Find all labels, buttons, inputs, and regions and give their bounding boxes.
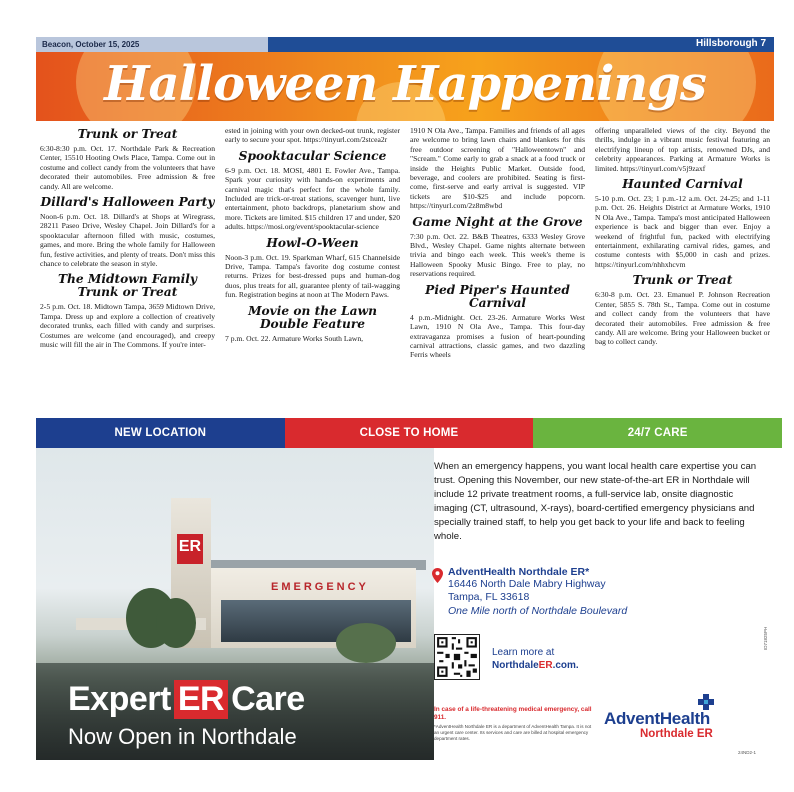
section-banner bbox=[36, 52, 774, 121]
logo-sub: Northdale ER bbox=[640, 728, 713, 740]
event-item bbox=[40, 128, 215, 191]
building-emergency-sign: EMERGENCY bbox=[271, 581, 369, 593]
column-4 bbox=[595, 126, 770, 402]
location-note: One Mile north of Northdale Boulevard bbox=[448, 605, 628, 617]
learn-more-link[interactable]: NorthdaleER.com. bbox=[492, 660, 579, 671]
event-item bbox=[40, 196, 215, 268]
advertisement bbox=[36, 418, 782, 760]
folio-bar bbox=[36, 37, 774, 52]
section-title: Halloween Happenings bbox=[104, 56, 706, 112]
event-item bbox=[225, 126, 400, 145]
event-body: 4 p.m.-Midnight. Oct. 23-26. Armature Works West Lawn, 1910 N Ola Ave., Tampa. This four-day extravaganza promises a fusion of heart-pounding carnival attractions, classic games, and two dazzling Ferris wheels bbox=[410, 312, 585, 360]
adventhealth-cross-icon bbox=[698, 694, 714, 710]
event-body: 6:30-8:30 p.m. Oct. 17. Northdale Park & Recreation Center, 15510 Hooting Owls Place, Tampa. Come out in costume and collect candy from the volunteers that have decorated their automobiles. Free admission & free candy. All are welcome. bbox=[40, 144, 215, 191]
column-2 bbox=[225, 126, 400, 402]
location-city: Tampa, FL 33618 bbox=[448, 591, 530, 603]
location-name: AdventHealth Northdale ER* bbox=[448, 566, 590, 578]
event-item bbox=[225, 237, 400, 300]
event-body: 7 p.m. Oct. 22. Armature Works South Lawn, bbox=[225, 333, 364, 343]
er-building-image bbox=[36, 448, 434, 760]
event-item bbox=[595, 178, 770, 269]
event-item bbox=[410, 284, 585, 360]
event-item bbox=[410, 126, 585, 211]
event-body: Noon-6 p.m. Oct. 18. Dillard's at Shops at Wiregrass, 28211 Paseo Drive, Wesley Chapel. Join Dillard's for a spooktacular afternoon filled with music, costumes, games, and more. Bring the whole family for Halloween fun, festive activities, and plenty of treats. Don't miss this chance to celebrate the season in style. bbox=[40, 212, 215, 269]
event-title: Spooktacular Science bbox=[238, 148, 387, 163]
folio-date: Beacon, October 15, 2025 bbox=[36, 37, 268, 52]
event-body: 2-5 p.m. Oct. 18. Midtown Tampa, 3659 Midtown Drive, Tampa. Dress up and explore a collection of creatively decorated trunks, each filled with candy and surprises. Costumes are welcome (and encouraged), and creepy music will fill the air in The Commons. If you're inter- bbox=[40, 302, 215, 350]
event-body: Noon-3 p.m. Oct. 19. Sparkman Wharf, 615 Channelside Drive, Tampa. Tampa's favorite dog costume contest returns. Prizes for best-dressed pups and human-dog duos, plus treats for all, guarantee plenty of tail-wagging fun. Registration begins at noon at The Modern Paws. bbox=[225, 252, 400, 300]
location-street: 16446 North Dale Mabry Highway bbox=[448, 578, 606, 590]
emergency-note: In case of a life-threatening medical emergency, call 911. bbox=[434, 706, 592, 721]
event-body: 6:30-8 p.m. Oct. 23. Emanuel P. Johnson Recreation Center, 5855 S. 78th St., Tampa. Come out in costume and collect candy from the volunteers that have decorated their automobiles. Free admission & free candy. All are welcome. Bring your Halloween bucket or bag to collect candy. bbox=[595, 290, 770, 347]
event-title: Pied Piper's Haunted Carnival bbox=[425, 282, 570, 310]
event-body: offering unparalleled views of the city. Beyond the thrills, indulge in a vibrant music festival featuring an electrifying lineup of top artists, renowned DJs, and celebrity appearances. Parking at Armature Works is limited. https://tinyurl.com/v5j9zaxf bbox=[595, 126, 770, 173]
event-body: ested in joining with your own decked-out trunk, register early to secure your spot. https://tinyurl.com/2stcea2r bbox=[225, 126, 400, 145]
ad-side-code: ID71825PH bbox=[763, 626, 768, 650]
ad-location bbox=[434, 566, 768, 618]
building-er-sign: ER bbox=[177, 534, 203, 564]
folio-section: Hillsborough 7 bbox=[268, 37, 774, 52]
event-columns bbox=[40, 126, 770, 402]
ad-bar-new-location: NEW LOCATION bbox=[36, 418, 285, 448]
learn-more: Learn more at NorthdaleER.com. bbox=[492, 647, 579, 671]
event-body: 1910 N Ola Ave., Tampa. Families and friends of all ages are welcome to bring lawn chairs and blankets for this free outdoor screening of "Halloweentown" and "Scream." Come early to grab a snack at a food truck or inside the Heights Public Market. Outside food, beverage, and coolers are prohibited. Seating is first-come, first-serve and early arrival is suggested. VIP tickets are $10-$25 and include popcorn. https://tinyurl.com/2z8m8wbd bbox=[410, 126, 585, 211]
qr-code-icon[interactable] bbox=[434, 634, 480, 680]
event-title: Trunk or Treat bbox=[632, 273, 733, 288]
location-pin-icon bbox=[432, 568, 443, 583]
ad-headline: Expert ER Care bbox=[68, 680, 305, 718]
event-body: 6-9 p.m. Oct. 18. MOSI, 4801 E. Fowler Ave., Tampa. Spark your curiosity with hands-on experiments and carnival magic that's perfect for the whole family. Included are trick-or-treat stations, scavenger hunt, live entertainment, photo backdrops, planetarium show and more. Tickets are limited. $15 children 17 and under, $20 adults. https://mosi.org/event/spooktacular-science bbox=[225, 165, 400, 232]
event-item bbox=[410, 216, 585, 279]
event-item bbox=[225, 305, 400, 343]
adventhealth-logo bbox=[604, 694, 744, 740]
column-3 bbox=[410, 126, 585, 402]
event-title: Haunted Carnival bbox=[622, 177, 743, 192]
event-title: Movie on the Lawn Double Feature bbox=[248, 303, 377, 331]
column-1 bbox=[40, 126, 215, 402]
event-body: 5-10 p.m. Oct. 23; 1 p.m.-12 a.m. Oct. 24-25; and 1-11 p.m. Oct. 26. Heights District at Armature Works, 1910 N Ola Ave., Tampa. Tampa's most anticipated Halloween experience is back and bigger than ever. Enjoy a weekend of frightful fun, packed with electrifying entertainment, exhilarating carnival rides, games, and costume contests with $5,000 in cash and prizes. https://tinyurl.com/nhhxhcvm bbox=[595, 194, 770, 269]
ad-subheadline: Now Open in Northdale bbox=[68, 724, 297, 749]
event-title: Howl-O-Ween bbox=[266, 235, 359, 250]
headline-er-badge: ER bbox=[174, 680, 228, 719]
ad-number: 24ND2-1 bbox=[738, 750, 757, 755]
event-title: Dillard's Halloween Party bbox=[40, 195, 215, 210]
event-title: Trunk or Treat bbox=[77, 127, 178, 141]
ad-body-copy: When an emergency happens, you want local health care expertise you can trust. Opening this November, our new state-of-the-art ER in Northdale will include 12 private treatment rooms, a full-service lab, onsite diagnostic imaging (CT, ultrasound, X-rays), board-certified emergency physicians and specially trained staff, to help you get back to your life and back to feeling whole. bbox=[434, 461, 757, 542]
event-item bbox=[225, 150, 400, 232]
event-body: 7:30 p.m. Oct. 22. B&B Theatres, 6333 Wesley Grove Blvd., Wesley Chapel. Game nights alternate between trivia and bingo each week. This week's theme is Halloween Spooky Music Bingo. Free to play, no reservations required. bbox=[410, 231, 585, 279]
event-item bbox=[595, 126, 770, 173]
event-title: The Midtown Family Trunk or Treat bbox=[57, 272, 198, 300]
ad-bar-24-7-care: 24/7 CARE bbox=[533, 418, 782, 448]
ad-feature-bar bbox=[36, 418, 782, 448]
ad-bar-close-to-home: CLOSE TO HOME bbox=[285, 418, 534, 448]
event-item bbox=[40, 273, 215, 349]
event-item bbox=[595, 274, 770, 346]
logo-name: AdventHealth bbox=[604, 709, 710, 728]
fine-print: *AdventHealth Northdale ER is a department of AdventHealth Tampa. It is not an urgent care center. Its services and care are billed at hospital emergency department rates. bbox=[434, 724, 592, 741]
event-title: Game Night at the Grove bbox=[412, 214, 583, 229]
